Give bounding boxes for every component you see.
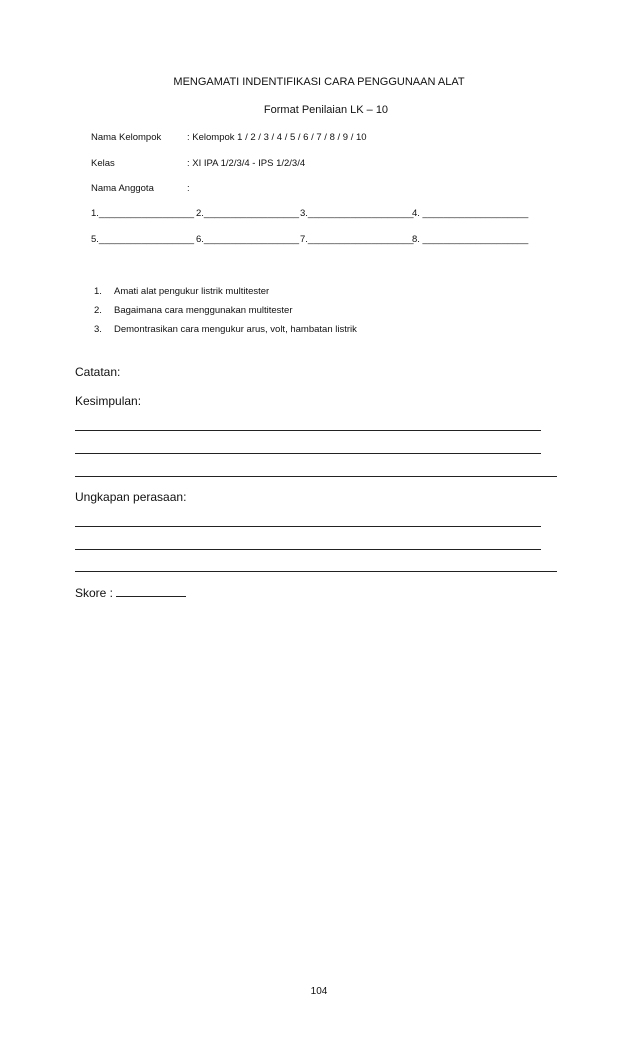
member-field-4[interactable]: 4. ____________________ bbox=[412, 208, 529, 219]
kesimpulan-heading: Kesimpulan: bbox=[75, 394, 142, 408]
step-text: Bagaimana cara menggunakan multitester bbox=[114, 305, 293, 316]
kelas-label: Kelas bbox=[91, 158, 115, 169]
page-title: MENGAMATI INDENTIFIKASI CARA PENGGUNAAN ALAT bbox=[173, 76, 465, 88]
member-row-1 bbox=[91, 208, 532, 219]
kesimpulan-line-1[interactable] bbox=[75, 430, 541, 431]
member-row-2 bbox=[91, 234, 532, 245]
kelompok-value: : Kelompok 1 / 2 / 3 / 4 / 5 / 6 / 7 / 8 / 9 / 10 bbox=[187, 132, 367, 143]
kelas-value: : XI IPA 1/2/3/4 - IPS 1/2/3/4 bbox=[187, 158, 306, 169]
ungkapan-heading: Ungkapan perasaan: bbox=[75, 490, 187, 504]
member-field-8[interactable]: 8. ____________________ bbox=[412, 234, 529, 245]
step-text: Demontrasikan cara mengukur arus, volt, hambatan listrik bbox=[114, 324, 357, 335]
step-number: 3. bbox=[94, 324, 102, 335]
ungkapan-line-2[interactable] bbox=[75, 549, 541, 550]
skore-field bbox=[75, 586, 186, 600]
catatan-heading: Catatan: bbox=[75, 365, 121, 379]
kesimpulan-line-3[interactable] bbox=[75, 476, 557, 477]
member-field-2[interactable]: 2.__________________ bbox=[196, 208, 300, 219]
member-field-6[interactable]: 6.__________________ bbox=[196, 234, 300, 245]
step-number: 1. bbox=[94, 286, 102, 297]
anggota-value: : bbox=[187, 183, 190, 194]
member-field-1[interactable]: 1.__________________ bbox=[91, 208, 195, 219]
member-field-5[interactable]: 5.__________________ bbox=[91, 234, 195, 245]
step-text: Amati alat pengukur listrik multitester bbox=[114, 286, 270, 297]
ungkapan-line-1[interactable] bbox=[75, 526, 541, 527]
member-field-3[interactable]: 3.____________________ bbox=[300, 208, 414, 219]
skore-input[interactable] bbox=[116, 586, 186, 597]
kesimpulan-line-2[interactable] bbox=[75, 453, 541, 454]
skore-label: Skore : bbox=[75, 586, 114, 600]
page-number: 104 bbox=[310, 986, 328, 997]
member-field-7[interactable]: 7.____________________ bbox=[300, 234, 414, 245]
step-number: 2. bbox=[94, 305, 102, 316]
page-subtitle: Format Penilaian LK – 10 bbox=[263, 104, 389, 116]
kelompok-label: Nama Kelompok bbox=[91, 132, 162, 143]
ungkapan-line-3[interactable] bbox=[75, 571, 557, 572]
anggota-label: Nama Anggota bbox=[91, 183, 154, 194]
